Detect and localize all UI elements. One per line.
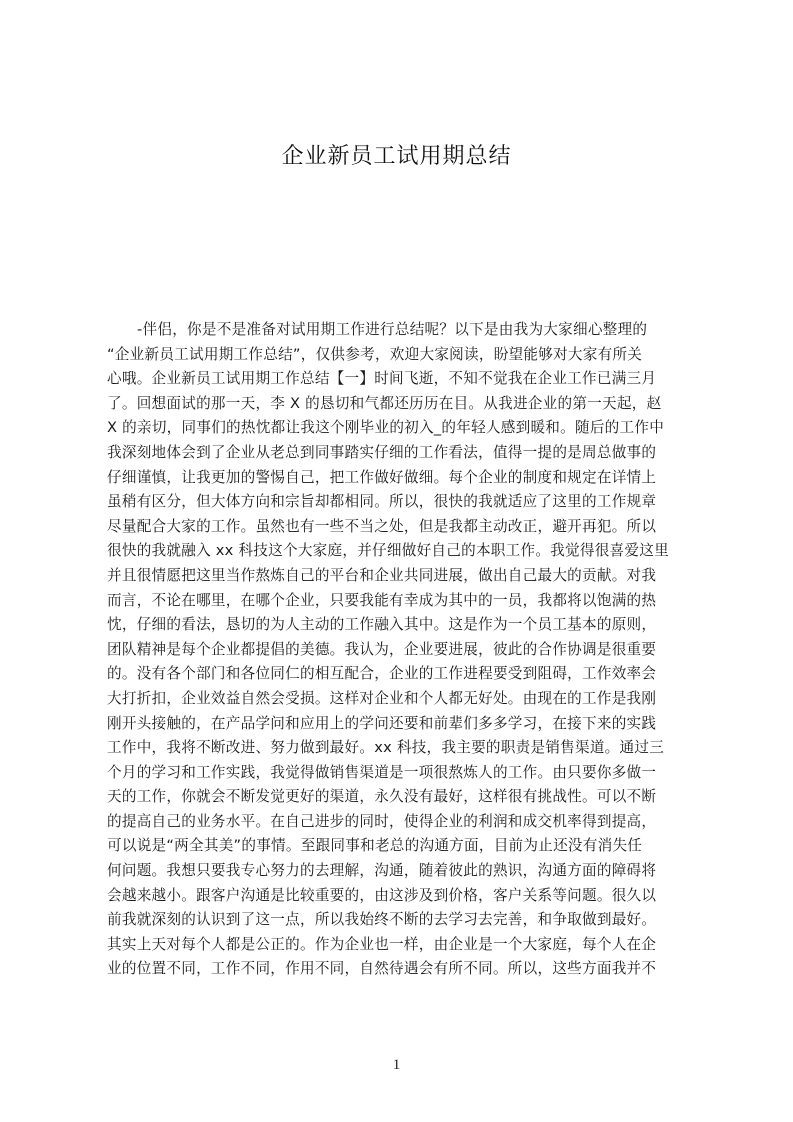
text-line: 天的工作，你就会不断发觉更好的渠道，永久没有最好，这样很有挑战性。可以不断: [107, 788, 657, 806]
text-line: 大打折扣，企业效益自然会受损。这样对企业和个人都无好处。由现在的工作是我刚: [107, 689, 657, 707]
text-line: 而言，不论在哪里，在哪个企业，只要我能有幸成为其中的一员，我都将以饱满的热: [107, 591, 657, 609]
text-line: 工作中，我将不断改进、努力做到最好。xx 科技，我主要的职责是销售渠道。通过三: [107, 739, 665, 757]
text-line: 刚开头接触的，在产品学问和应用上的学问还要和前辈们多多学习，在接下来的实践: [107, 714, 657, 732]
text-line: 仔细谨慎，让我更加的警惕自己，把工作做好做细。每个企业的制度和规定在详情上: [107, 468, 657, 486]
text-line: 团队精神是每个企业都提倡的美德。我认为，企业要进展，彼此的合作协调是很重要: [107, 640, 657, 658]
text-line: 我深刻地体会到了企业从老总到同事踏实仔细的工作看法，值得一提的是周总做事的: [107, 443, 657, 461]
text-line: 可以说是“两全其美”的事情。至跟同事和老总的沟通方面，目前为止还没有消失任: [107, 837, 643, 855]
text-line: 的。没有各个部门和各位同仁的相互配合，企业的工作进程要受到阻碍，工作效率会: [107, 665, 657, 683]
text-line: “企业新员工试用期工作总结”，仅供参考，欢迎大家阅读，盼望能够对大家有所关: [107, 345, 643, 363]
text-line: 了。回想面试的那一天，李 X 的恳切和气都还历历在目。从我进企业的第一天起，赵: [107, 394, 662, 412]
text-line: -伴侣，你是不是准备对试用期工作进行总结呢？以下是由我为大家细心整理的: [137, 321, 648, 338]
text-line: 忱，仔细的看法，恳切的为人主动的工作融入其中。这是作为一个员工基本的原则，: [107, 616, 657, 634]
text-line: 其实上天对每个人都是公正的。作为企业也一样，由企业是一个大家庭，每个人在企: [107, 935, 657, 953]
text-line: 虽稍有区分，但大体方向和宗旨却都相同。所以，很快的我就适应了这里的工作规章: [107, 493, 657, 511]
text-line: 很快的我就融入 xx 科技这个大家庭，并仔细做好自己的本职工作。我觉得很喜爱这里: [107, 542, 669, 560]
text-line: 尽量配合大家的工作。虽然也有一些不当之处，但是我都主动改正，避开再犯。所以: [107, 517, 657, 535]
text-line: 个月的学习和工作实践，我觉得做销售渠道是一项很熬炼人的工作。由只要你多做一: [107, 763, 657, 781]
text-line: 何问题。我想只要我专心努力的去理解，沟通，随着彼此的熟识，沟通方面的障碍将: [107, 862, 657, 880]
text-line: 心哦。企业新员工试用期工作总结【一】时间飞逝，不知不觉我在企业工作已满三月: [107, 370, 657, 388]
page-number: 1: [392, 1057, 401, 1073]
text-line: 前我就深刻的认识到了这一点，所以我始终不断的去学习去完善，和争取做到最好。: [107, 911, 657, 929]
text-line: 并且很情愿把这里当作熬炼自己的平台和企业共同进展，做出自己最大的贡献。对我: [107, 566, 657, 584]
text-line: X 的亲切，同事们的热忱都让我这个刚毕业的初入_的年轻人感到暖和。随后的工作中: [107, 419, 665, 437]
text-line: 业的位置不同，工作不同，作用不同，自然待遇会有所不同。所以，这些方面我并不: [107, 960, 657, 978]
text-line: 会越来越小。跟客户沟通是比较重要的，由这涉及到价格，客户关系等问题。很久以: [107, 886, 657, 904]
body-text: [107, 318, 697, 982]
page-title: 企业新员工试用期总结: [281, 144, 512, 169]
text-line: 的提高自己的业务水平。在自己进步的同时，使得企业的利润和成交机率得到提高，: [107, 812, 657, 830]
